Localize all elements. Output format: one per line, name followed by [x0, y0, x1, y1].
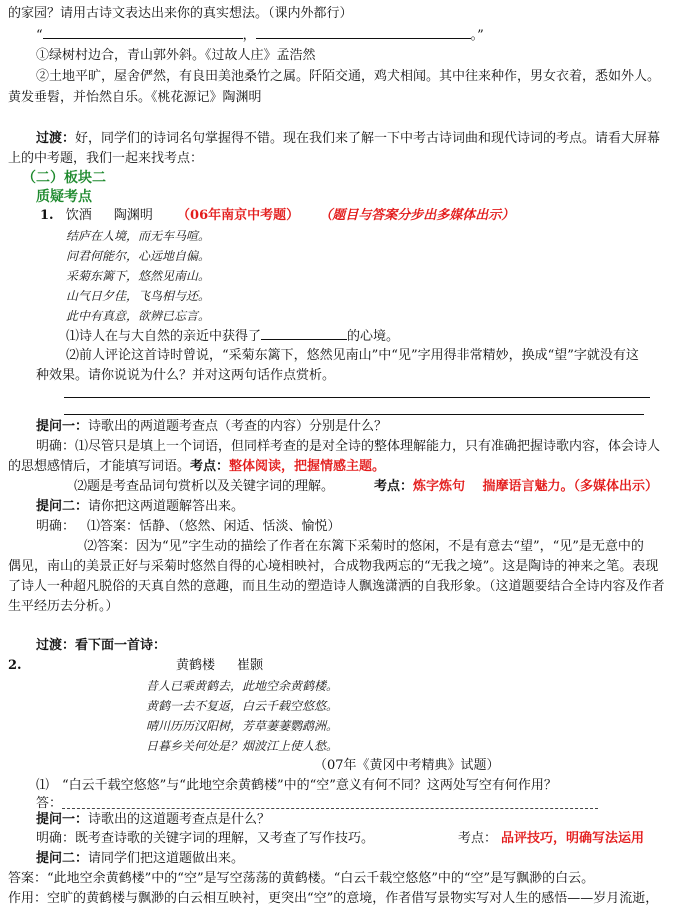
ask4-question	[36, 851, 244, 867]
quote-close: 。”	[470, 28, 484, 43]
q2-poem-line: 晴川历历汉阳树，芳草萋萋鹦鹉洲。	[146, 719, 339, 733]
q2-sub1: ⑴ “白云千载空悠悠”与“此地空余黄鹤楼”中的“空”意义有何不同？这两处写空有何作用？	[36, 778, 557, 793]
transition-1	[36, 131, 660, 147]
kp3-label: 考点：	[458, 831, 498, 846]
kp1-label: 考点：	[190, 459, 230, 474]
ask1-answer-2: ⑵题是考查品词句赏析以及关键字词的理解。	[74, 479, 335, 494]
ask3-question	[36, 812, 270, 828]
ask2-answer-2d: 生平经历去分析。）	[8, 599, 119, 614]
q2-number: 2.	[8, 658, 22, 673]
q1-sub1-text-a: ⑴诗人在与大自然的亲近中获得了	[66, 329, 262, 344]
ask4-answer-1: 答案：“此地空余黄鹤楼”中的“空”是写空荡荡的黄鹤楼。“白云千载空悠悠”中的“空”是写飘渺的白云。	[8, 871, 595, 886]
answer-blank-1	[43, 27, 243, 39]
ask2-answer-2c: 了诗人一种超凡脱俗的天真自然的意趣，而且生动的塑造诗人飘逸潇洒的自我形象。（这道题要结合全诗内容及作者	[8, 579, 665, 594]
q2-poem-line: 黄鹤一去不复返，白云千载空悠悠。	[146, 699, 339, 713]
q1-poem-line: 山气日夕佳，飞鸟相与还。	[66, 289, 211, 303]
q1-poem-line: 结庐在人境，而无车马喧。	[66, 229, 211, 243]
q1-sub1-text-b: 的心境。	[347, 329, 400, 344]
ask3-answer-text: 既考查诗歌的关键字词的理解，又考查了写作技巧。	[75, 831, 375, 846]
ask4-text: 请同学们把这道题做出来。	[88, 851, 245, 866]
q1-sub2-line-1: ⑵前人评论这首诗时曾说，“采菊东篱下，悠然见南山”中“见”字用得非常精妙，换成“望”字就没有这	[66, 348, 639, 363]
q1-source: （06年南京中考题）	[177, 208, 300, 223]
q2-answer-line	[62, 808, 598, 809]
q2-poem-line: 昔人已乘黄鹤去，此地空余黄鹤楼。	[146, 679, 339, 693]
ask4-answer-2: 作用：空旷的黄鹤楼与飘渺的白云相互映衬，更突出“空”的意境，作者借写景物实写对人生的感悟——岁月流逝，	[8, 891, 659, 906]
ask1-answer-1b-text: 的思想感情后，才能填写词语。	[8, 459, 191, 474]
q1-header	[40, 208, 514, 224]
q2-poem-title: 黄鹤楼	[176, 658, 216, 673]
ask1-text: 诗歌出的两道题考查点（考查的内容）分别是什么？	[88, 419, 388, 434]
q1-poem-line: 此中有真意，欲辨已忘言。	[66, 309, 211, 323]
transition-label: 过渡：	[36, 131, 76, 146]
q1-sub1-blank	[261, 328, 347, 340]
answer-line-1	[64, 397, 650, 398]
section-heading: （二）板块二	[22, 170, 106, 186]
quote-open: “	[36, 28, 43, 43]
transition-text-b: 上的中考题，我们一起来找考点：	[8, 151, 204, 166]
q2-header	[176, 658, 263, 674]
kp3-line	[458, 831, 644, 847]
q2-poem-line: 日暮乡关何处是？烟波江上使人愁。	[146, 739, 339, 753]
transition-text-a: 好，同学们的诗词名句掌握得不错。现在我们来了解一下中考古诗词曲和现代诗词的考点。请看大屏幕	[75, 131, 661, 146]
ask2-label: 提问二：	[36, 499, 89, 514]
ask4-label: 提问二：	[36, 851, 89, 866]
intro-line: 的家园？请用古诗文表达出来你的真实想法。（课内外都行）	[8, 6, 353, 21]
ask1-label: 提问一：	[36, 419, 89, 434]
ask2-text: 请你把这两道题解答出来。	[88, 499, 245, 514]
kp2-text: 炼字炼句 揣摩语言魅力。（多媒体出示）	[413, 479, 659, 494]
ask1-answer-1b	[8, 459, 385, 475]
q1-number: 1.	[40, 208, 54, 223]
q2-answer-prompt: 答：	[36, 796, 63, 811]
q1-poem-line: 采菊东篱下，悠然见南山。	[66, 269, 211, 283]
kp1-text: 整体阅读，把握情感主题。	[229, 459, 386, 474]
ask2-answer-1	[36, 519, 341, 535]
q1-sub1	[66, 328, 399, 345]
q1-poem-title: 饮酒	[65, 208, 92, 223]
q2-poem-author: 崔颢	[237, 658, 264, 673]
q1-poem-line: 问君何能尔，心远地自偏。	[66, 249, 211, 263]
answer-blank-2	[256, 27, 471, 39]
ask1-answer-label: 明确：	[36, 439, 76, 454]
kp3-text: 品评技巧，明确写法运用	[501, 831, 645, 846]
answer-line-2	[64, 414, 644, 415]
comma: ，	[242, 28, 256, 43]
ask2-answer-2a: ⑵答案：因为“见”字生动的描绘了作者在东篱下采菊时的悠闲，不是有意去“望”，“见”是无意中的	[84, 539, 644, 554]
ask1-answer-text: ⑴尽管只是填上一个词语，但同样考查的是对全诗的整体理解能力，只有准确把握诗歌内容，体会诗人	[75, 439, 661, 454]
ask2-answer-1-text: ⑴答案：恬静、（悠然、闲适、恬淡、愉悦）	[87, 519, 341, 534]
ask2-answer-label: 明确：	[36, 519, 76, 534]
section-subheading: 质疑考点	[36, 189, 92, 205]
q2-source: （07年《黄冈中考精典》试题）	[314, 758, 500, 773]
example-1: ①绿树村边合，青山郭外斜。《过故人庄》孟浩然	[36, 48, 316, 63]
q1-poem-author: 陶渊明	[113, 208, 153, 223]
kp2-line	[374, 479, 658, 495]
ask3-label: 提问一：	[36, 812, 89, 827]
ask1-question	[36, 419, 387, 435]
example-2-line-1: ②土地平旷，屋舍俨然，有良田美池桑竹之属。阡陌交通，鸡犬相闻。其中往来种作，男女衣着，悉如外人。	[36, 69, 661, 84]
transition-2: 过渡：看下面一首诗：	[36, 638, 167, 653]
ask3-text: 诗歌出的这道题考查点是什么？	[88, 812, 271, 827]
q1-media-note: （题目与答案分步出多媒体出示）	[319, 208, 515, 223]
fill-in-blank-line	[36, 27, 484, 44]
kp2-label: 考点：	[374, 479, 414, 494]
ask2-question	[36, 499, 244, 515]
example-2-line-2: 黄发垂髫，并怡然自乐。《桃花源记》陶渊明	[8, 90, 262, 105]
ask1-answer-1a	[36, 439, 660, 455]
q1-sub2-line-2: 种效果。请你说说为什么？并对这两句话作点赏析。	[36, 368, 336, 383]
ask3-answer	[36, 831, 374, 847]
ask3-answer-label: 明确：	[36, 831, 76, 846]
ask2-answer-2b: 偶见，南山的美景正好与采菊时悠然自得的心境相映衬，合成物我两忘的“无我之境”。这是陶诗的神来之笔。表现	[8, 559, 659, 574]
